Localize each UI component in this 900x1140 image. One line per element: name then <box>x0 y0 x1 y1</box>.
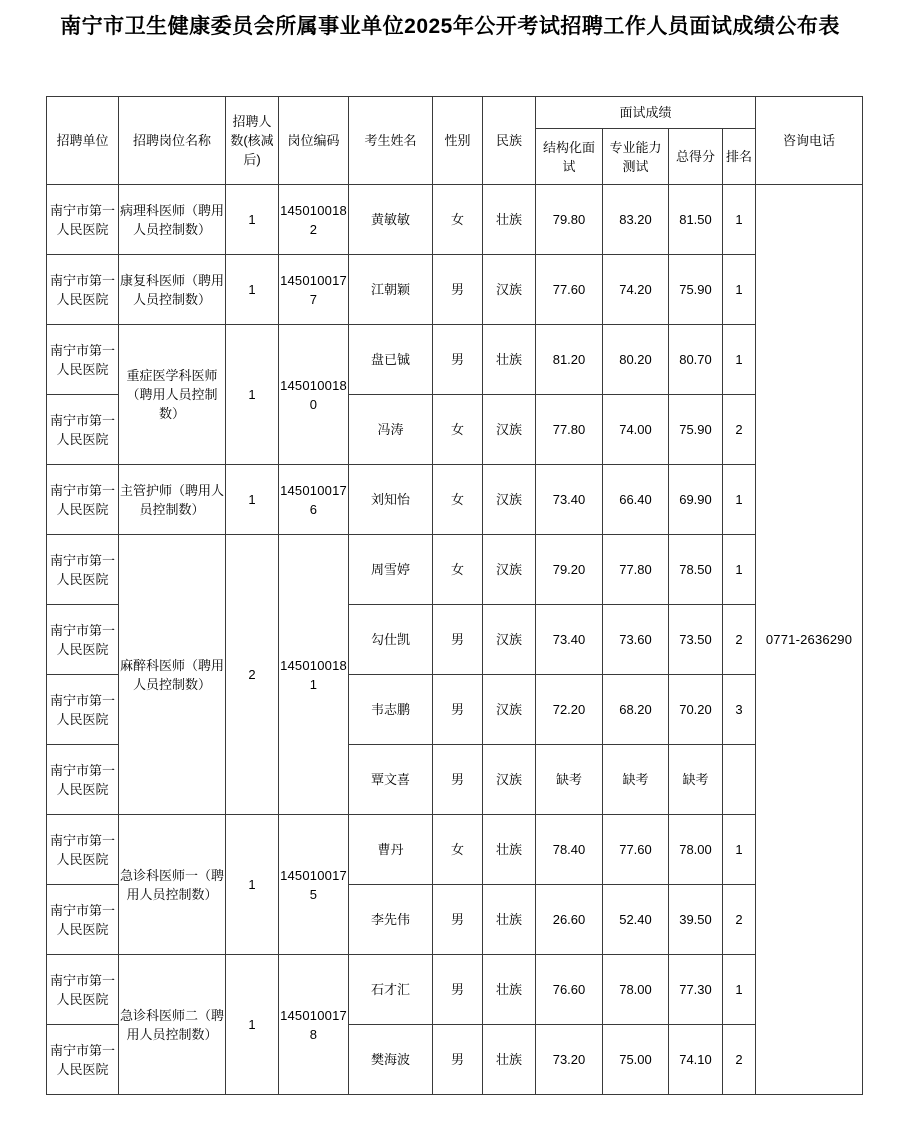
cell-candidate-name: 曹丹 <box>349 815 433 885</box>
column-header-rank: 排名 <box>723 129 756 185</box>
cell-structured-score: 79.80 <box>536 185 603 255</box>
cell-candidate-name: 周雪婷 <box>349 535 433 605</box>
cell-total-score: 缺考 <box>669 745 723 815</box>
column-header-post: 招聘岗位名称 <box>119 97 226 185</box>
cell-gender: 男 <box>433 745 483 815</box>
cell-recruiting-unit: 南宁市第一人民医院 <box>47 325 119 395</box>
cell-candidate-name: 刘知怡 <box>349 465 433 535</box>
column-header-unit: 招聘单位 <box>47 97 119 185</box>
cell-post-name: 急诊科医师一（聘用人员控制数） <box>119 815 226 955</box>
cell-ethnicity: 汉族 <box>483 605 536 675</box>
column-header-candidate-name: 考生姓名 <box>349 97 433 185</box>
cell-post-code: 1450100180 <box>279 325 349 465</box>
cell-candidate-name: 盘已铖 <box>349 325 433 395</box>
cell-professional-score: 缺考 <box>603 745 669 815</box>
cell-post-code: 1450100181 <box>279 535 349 815</box>
cell-rank: 1 <box>723 255 756 325</box>
cell-ethnicity: 壮族 <box>483 955 536 1025</box>
cell-contact-phone: 0771-2636290 <box>756 185 863 1095</box>
cell-ethnicity: 汉族 <box>483 465 536 535</box>
cell-headcount: 1 <box>226 815 279 955</box>
cell-ethnicity: 壮族 <box>483 885 536 955</box>
cell-total-score: 75.90 <box>669 395 723 465</box>
cell-ethnicity: 汉族 <box>483 535 536 605</box>
table-row <box>47 535 863 605</box>
column-header-count: 招聘人数(核减后) <box>226 97 279 185</box>
cell-professional-score: 74.20 <box>603 255 669 325</box>
cell-gender: 女 <box>433 465 483 535</box>
cell-headcount: 2 <box>226 535 279 815</box>
cell-recruiting-unit: 南宁市第一人民医院 <box>47 1025 119 1095</box>
cell-candidate-name: 石才汇 <box>349 955 433 1025</box>
cell-rank: 1 <box>723 465 756 535</box>
cell-total-score: 75.90 <box>669 255 723 325</box>
cell-candidate-name: 覃文喜 <box>349 745 433 815</box>
cell-gender: 男 <box>433 675 483 745</box>
cell-total-score: 81.50 <box>669 185 723 255</box>
cell-recruiting-unit: 南宁市第一人民医院 <box>47 465 119 535</box>
cell-recruiting-unit: 南宁市第一人民医院 <box>47 675 119 745</box>
column-header-total-score: 总得分 <box>669 129 723 185</box>
cell-gender: 男 <box>433 325 483 395</box>
cell-ethnicity: 壮族 <box>483 325 536 395</box>
cell-candidate-name: 韦志鹏 <box>349 675 433 745</box>
table-row <box>47 255 863 325</box>
cell-post-name: 重症医学科医师（聘用人员控制数） <box>119 325 226 465</box>
cell-professional-score: 83.20 <box>603 185 669 255</box>
cell-gender: 男 <box>433 255 483 325</box>
column-header-phone: 咨询电话 <box>756 97 863 185</box>
column-header-ethnicity: 民族 <box>483 97 536 185</box>
cell-rank: 1 <box>723 185 756 255</box>
cell-structured-score: 79.20 <box>536 535 603 605</box>
column-header-code: 岗位编码 <box>279 97 349 185</box>
results-table-container <box>46 96 862 1095</box>
cell-structured-score: 缺考 <box>536 745 603 815</box>
cell-recruiting-unit: 南宁市第一人民医院 <box>47 535 119 605</box>
interview-results-table <box>46 96 863 1095</box>
cell-professional-score: 73.60 <box>603 605 669 675</box>
cell-structured-score: 73.40 <box>536 465 603 535</box>
cell-structured-score: 73.20 <box>536 1025 603 1095</box>
cell-total-score: 69.90 <box>669 465 723 535</box>
cell-total-score: 74.10 <box>669 1025 723 1095</box>
cell-candidate-name: 黄敏敏 <box>349 185 433 255</box>
cell-ethnicity: 汉族 <box>483 255 536 325</box>
cell-total-score: 77.30 <box>669 955 723 1025</box>
cell-professional-score: 80.20 <box>603 325 669 395</box>
cell-recruiting-unit: 南宁市第一人民医院 <box>47 885 119 955</box>
cell-headcount: 1 <box>226 465 279 535</box>
cell-rank: 1 <box>723 535 756 605</box>
cell-recruiting-unit: 南宁市第一人民医院 <box>47 255 119 325</box>
table-row <box>47 815 863 885</box>
cell-professional-score: 68.20 <box>603 675 669 745</box>
cell-total-score: 70.20 <box>669 675 723 745</box>
cell-total-score: 80.70 <box>669 325 723 395</box>
cell-structured-score: 72.20 <box>536 675 603 745</box>
table-body <box>47 185 863 1095</box>
cell-professional-score: 75.00 <box>603 1025 669 1095</box>
cell-post-code: 1450100177 <box>279 255 349 325</box>
header-row-primary <box>47 97 863 129</box>
cell-post-name: 急诊科医师二（聘用人员控制数） <box>119 955 226 1095</box>
cell-post-name: 病理科医师（聘用人员控制数） <box>119 185 226 255</box>
cell-rank <box>723 745 756 815</box>
cell-structured-score: 78.40 <box>536 815 603 885</box>
cell-rank: 3 <box>723 675 756 745</box>
cell-gender: 男 <box>433 1025 483 1095</box>
cell-post-code: 1450100178 <box>279 955 349 1095</box>
cell-candidate-name: 樊海波 <box>349 1025 433 1095</box>
cell-gender: 男 <box>433 605 483 675</box>
cell-total-score: 39.50 <box>669 885 723 955</box>
table-row <box>47 185 863 255</box>
cell-rank: 2 <box>723 605 756 675</box>
cell-professional-score: 66.40 <box>603 465 669 535</box>
cell-rank: 2 <box>723 885 756 955</box>
cell-candidate-name: 勾仕凯 <box>349 605 433 675</box>
cell-structured-score: 77.60 <box>536 255 603 325</box>
cell-rank: 1 <box>723 815 756 885</box>
column-header-interview-score-group: 面试成绩 <box>536 97 756 129</box>
cell-post-code: 1450100176 <box>279 465 349 535</box>
cell-professional-score: 77.60 <box>603 815 669 885</box>
cell-ethnicity: 壮族 <box>483 815 536 885</box>
table-row <box>47 955 863 1025</box>
cell-total-score: 73.50 <box>669 605 723 675</box>
cell-recruiting-unit: 南宁市第一人民医院 <box>47 955 119 1025</box>
cell-gender: 男 <box>433 885 483 955</box>
cell-ethnicity: 壮族 <box>483 1025 536 1095</box>
cell-gender: 女 <box>433 185 483 255</box>
cell-ethnicity: 汉族 <box>483 675 536 745</box>
cell-post-code: 1450100175 <box>279 815 349 955</box>
cell-candidate-name: 冯涛 <box>349 395 433 465</box>
cell-recruiting-unit: 南宁市第一人民医院 <box>47 815 119 885</box>
cell-gender: 女 <box>433 815 483 885</box>
column-header-structured-interview: 结构化面试 <box>536 129 603 185</box>
cell-recruiting-unit: 南宁市第一人民医院 <box>47 605 119 675</box>
cell-rank: 1 <box>723 325 756 395</box>
cell-headcount: 1 <box>226 955 279 1095</box>
cell-structured-score: 73.40 <box>536 605 603 675</box>
cell-headcount: 1 <box>226 255 279 325</box>
cell-headcount: 1 <box>226 185 279 255</box>
cell-structured-score: 76.60 <box>536 955 603 1025</box>
cell-headcount: 1 <box>226 325 279 465</box>
cell-gender: 女 <box>433 395 483 465</box>
table-head <box>47 97 863 185</box>
cell-recruiting-unit: 南宁市第一人民医院 <box>47 185 119 255</box>
column-header-professional-test: 专业能力测试 <box>603 129 669 185</box>
cell-ethnicity: 汉族 <box>483 745 536 815</box>
page-title: 南宁市卫生健康委员会所属事业单位2025年公开考试招聘工作人员面试成绩公布表 <box>60 15 840 38</box>
cell-candidate-name: 李先伟 <box>349 885 433 955</box>
cell-total-score: 78.00 <box>669 815 723 885</box>
cell-structured-score: 81.20 <box>536 325 603 395</box>
cell-post-code: 1450100182 <box>279 185 349 255</box>
cell-ethnicity: 汉族 <box>483 395 536 465</box>
cell-rank: 2 <box>723 1025 756 1095</box>
cell-post-name: 主管护师（聘用人员控制数） <box>119 465 226 535</box>
cell-structured-score: 77.80 <box>536 395 603 465</box>
table-row <box>47 465 863 535</box>
cell-structured-score: 26.60 <box>536 885 603 955</box>
cell-recruiting-unit: 南宁市第一人民医院 <box>47 745 119 815</box>
column-header-gender: 性别 <box>433 97 483 185</box>
cell-post-name: 康复科医师（聘用人员控制数） <box>119 255 226 325</box>
cell-rank: 1 <box>723 955 756 1025</box>
cell-recruiting-unit: 南宁市第一人民医院 <box>47 395 119 465</box>
cell-rank: 2 <box>723 395 756 465</box>
cell-professional-score: 78.00 <box>603 955 669 1025</box>
table-row <box>47 325 863 395</box>
cell-professional-score: 77.80 <box>603 535 669 605</box>
cell-total-score: 78.50 <box>669 535 723 605</box>
cell-professional-score: 52.40 <box>603 885 669 955</box>
cell-post-name: 麻醉科医师（聘用人员控制数） <box>119 535 226 815</box>
cell-ethnicity: 壮族 <box>483 185 536 255</box>
cell-professional-score: 74.00 <box>603 395 669 465</box>
cell-gender: 女 <box>433 535 483 605</box>
cell-candidate-name: 江朝颖 <box>349 255 433 325</box>
cell-gender: 男 <box>433 955 483 1025</box>
